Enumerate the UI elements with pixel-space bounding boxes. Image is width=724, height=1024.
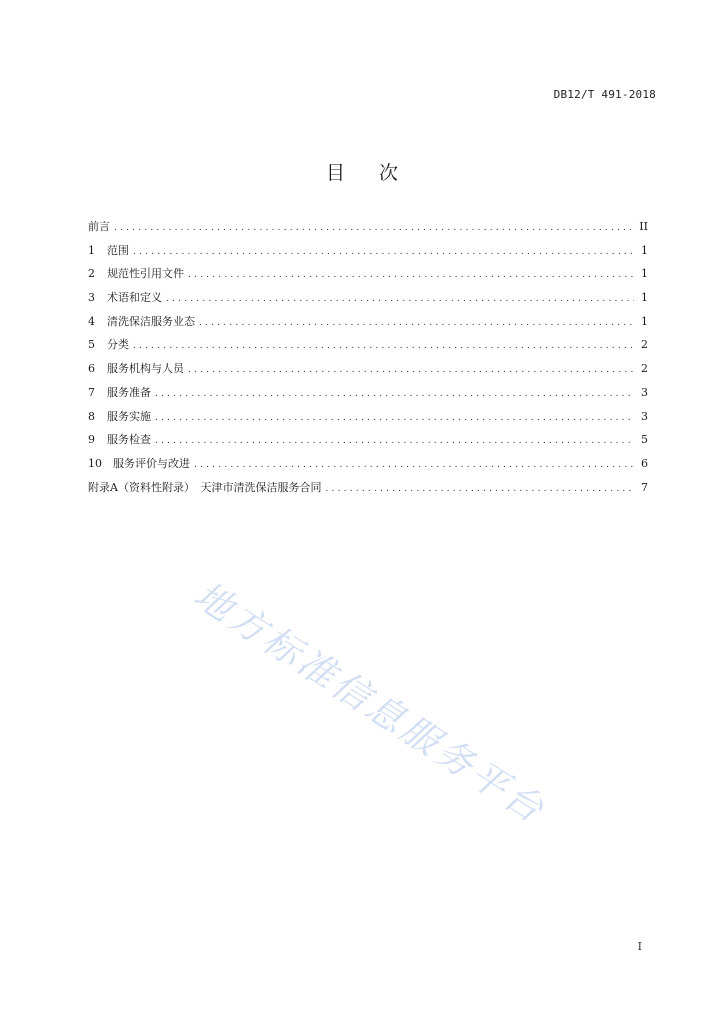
toc-section-number: 5 — [88, 338, 95, 352]
toc-label: 服务准备 — [107, 385, 151, 399]
toc-entry-normative-references[interactable] — [88, 265, 648, 289]
toc-leader-dots — [188, 270, 634, 280]
toc-entry-organizations-personnel[interactable] — [88, 360, 648, 384]
toc-page-number: 6 — [641, 456, 648, 470]
toc-section-number: 2 — [88, 267, 95, 281]
toc-page-number: 5 — [641, 433, 648, 447]
document-code: DB12/T 491-2018 — [553, 88, 656, 101]
toc-label: 术语和定义 — [107, 291, 162, 305]
toc-label: 附录A（资料性附录） 天津市清洗保洁服务合同 — [88, 480, 322, 494]
toc-page-number: 1 — [641, 243, 648, 257]
page-number: I — [637, 940, 642, 953]
toc-page-number: 1 — [641, 267, 648, 281]
watermark: 地方标准信息服务平台 — [186, 573, 554, 833]
toc-leader-dots — [325, 484, 634, 494]
toc-entry-service-inspection[interactable] — [88, 431, 648, 455]
toc-entry-service-preparation[interactable] — [88, 384, 648, 408]
toc-page-number: 3 — [641, 385, 648, 399]
toc-leader-dots — [199, 318, 634, 328]
toc-label: 规范性引用文件 — [107, 267, 184, 281]
toc-entry-scope[interactable] — [88, 242, 648, 266]
toc-label: 范围 — [107, 243, 129, 257]
toc-leader-dots — [133, 341, 634, 351]
toc-leader-dots — [155, 436, 634, 446]
toc-page-number: 7 — [641, 480, 648, 494]
toc-title — [0, 158, 724, 185]
toc-page-number: 2 — [641, 362, 648, 376]
toc-entry-business-forms[interactable] — [88, 313, 648, 337]
toc-section-number: 3 — [88, 291, 95, 305]
toc-page-number: II — [639, 220, 648, 233]
toc-label: 清洗保洁服务业态 — [107, 314, 195, 328]
toc-list — [88, 218, 648, 502]
toc-leader-dots — [188, 365, 634, 375]
toc-section-number: 7 — [88, 385, 95, 399]
toc-entry-evaluation-improvement[interactable] — [88, 455, 648, 479]
toc-leader-dots — [155, 389, 634, 399]
toc-title-part2: 次 — [379, 162, 399, 184]
toc-label: 服务机构与人员 — [107, 362, 184, 376]
toc-leader-dots — [166, 294, 634, 304]
toc-page-number: 3 — [641, 409, 648, 423]
toc-label: 前言 — [88, 220, 110, 233]
toc-entry-appendix-a[interactable] — [88, 479, 648, 503]
toc-label: 服务实施 — [107, 409, 151, 423]
toc-section-number: 8 — [88, 409, 95, 423]
toc-section-number: 1 — [88, 243, 95, 257]
toc-entry-foreword[interactable] — [88, 218, 648, 242]
toc-leader-dots — [194, 460, 634, 470]
toc-section-number: 9 — [88, 433, 95, 447]
toc-section-number: 10 — [88, 456, 102, 470]
toc-label: 分类 — [107, 338, 129, 352]
toc-section-number: 6 — [88, 362, 95, 376]
toc-label: 服务检查 — [107, 433, 151, 447]
toc-page-number: 1 — [641, 291, 648, 305]
toc-entry-classification[interactable] — [88, 336, 648, 360]
toc-page-number: 1 — [641, 314, 648, 328]
toc-leader-dots — [155, 413, 634, 423]
toc-leader-dots — [114, 223, 633, 233]
toc-title-part1: 目 — [325, 162, 345, 184]
toc-entry-terms-definitions[interactable] — [88, 289, 648, 313]
toc-page-number: 2 — [641, 338, 648, 352]
toc-section-number: 4 — [88, 314, 95, 328]
toc-label: 服务评价与改进 — [113, 456, 190, 470]
toc-entry-service-implementation[interactable] — [88, 408, 648, 432]
toc-leader-dots — [133, 247, 634, 257]
